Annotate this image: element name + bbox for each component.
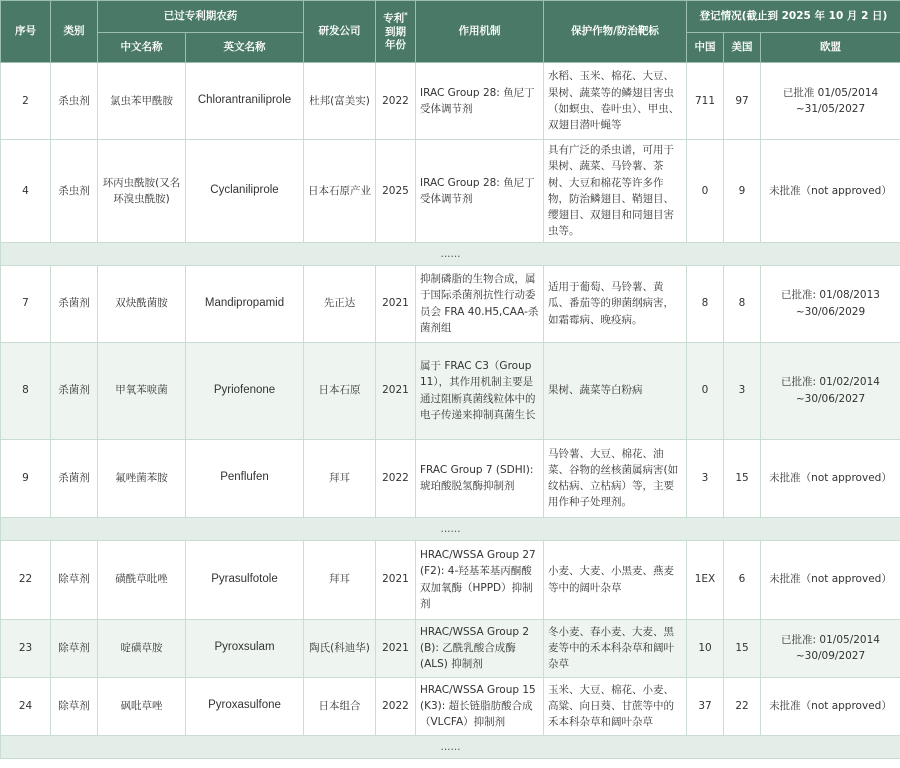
header-cn-name: 中文名称 <box>98 33 186 63</box>
row-en-name: Mandipropamid <box>186 265 304 342</box>
row-usa-count: 8 <box>724 265 761 342</box>
header-patent-line2: 到期 <box>385 25 406 38</box>
row-mechanism: 抑制磷脂的生物合成，属于国际杀菌剂抗性行动委员会 FRA 40.H5,CAA-杀菌剂组 <box>416 265 544 342</box>
row-mechanism: HRAC/WSSA Group 15 (K3): 超长链脂肪酸合成（VLCFA）抑制剂 <box>416 677 544 735</box>
row-eu-status: 未批准（not approved） <box>761 540 900 619</box>
row-number: 2 <box>1 63 51 140</box>
row-eu-status: 已批准: 01/02/2014 ~30/06/2027 <box>761 342 900 439</box>
row-crops: 马铃薯、大豆、棉花、油菜、谷物的丝核菌属病害(如纹枯病、立枯病）等，主要用作种子处理剂。 <box>544 439 687 517</box>
ellipsis-row <box>1 735 900 758</box>
row-en-name: Pyriofenone <box>186 342 304 439</box>
row-usa-count: 9 <box>724 140 761 243</box>
row-crops: 适用于葡萄、马铃薯、黄瓜、番茄等的卵菌纲病害，如霜霉病、晚疫病。 <box>544 265 687 342</box>
row-en-name: Chlorantraniliprole <box>186 63 304 140</box>
row-cn-name: 磺酰草吡唑 <box>98 540 186 619</box>
row-patent-year: 2021 <box>376 265 416 342</box>
row-cn-name: 环丙虫酰胺(又名环溴虫酰胺) <box>98 140 186 243</box>
row-china-count: 711 <box>687 63 724 140</box>
row-usa-count: 15 <box>724 439 761 517</box>
header-en-name: 英文名称 <box>186 33 304 63</box>
table-row <box>1 540 900 619</box>
row-category: 杀菌剂 <box>51 342 98 439</box>
row-category: 杀虫剂 <box>51 140 98 243</box>
row-cn-name: 双炔酰菌胺 <box>98 265 186 342</box>
ellipsis-row <box>1 242 900 265</box>
row-cn-name: 啶磺草胺 <box>98 619 186 677</box>
row-eu-status: 未批准（not approved） <box>761 439 900 517</box>
row-crops: 具有广泛的杀虫谱，可用于果树、蔬菜、马铃薯、茶树、大豆和棉花等许多作物，防治鳞翅目、鞘翅目、缨翅目、双翅目和同翅目害虫等。 <box>544 140 687 243</box>
header-group-pesticide-label: 已过专利期农药 <box>163 9 238 22</box>
row-usa-count: 6 <box>724 540 761 619</box>
row-china-count: 0 <box>687 140 724 243</box>
header-patent-line1: 专利 <box>383 12 405 25</box>
table-row <box>1 342 900 439</box>
ellipsis-row <box>1 517 900 540</box>
table-row <box>1 439 900 517</box>
row-category: 除草剂 <box>51 677 98 735</box>
header-china: 中国 <box>687 33 724 63</box>
row-crops: 果树、蔬菜等白粉病 <box>544 342 687 439</box>
row-category: 除草剂 <box>51 540 98 619</box>
row-en-name: Pyroxsulam <box>186 619 304 677</box>
row-number: 24 <box>1 677 51 735</box>
row-china-count: 3 <box>687 439 724 517</box>
row-company: 杜邦(富美实) <box>304 63 376 140</box>
row-en-name: Cyclaniliprole <box>186 140 304 243</box>
row-company: 陶氏(科迪华) <box>304 619 376 677</box>
header-crops: 保护作物/防治靶标 <box>544 1 687 63</box>
row-patent-year: 2022 <box>376 677 416 735</box>
ellipsis-text: ...... <box>1 517 900 540</box>
header-usa: 美国 <box>724 33 761 63</box>
row-en-name: Pyroxasulfone <box>186 677 304 735</box>
row-cn-name: 甲氧苯唳菌 <box>98 342 186 439</box>
row-crops: 冬小麦、春小麦、大麦、黑麦等中的禾本科杂草和阔叶杂草 <box>544 619 687 677</box>
header-patent-line3: 年份 <box>385 38 406 51</box>
row-patent-year: 2021 <box>376 619 416 677</box>
row-company: 日本石原产业 <box>304 140 376 243</box>
ellipsis-text: ...... <box>1 735 900 758</box>
row-company: 先正达 <box>304 265 376 342</box>
row-company: 日本石原 <box>304 342 376 439</box>
row-patent-year: 2021 <box>376 540 416 619</box>
header-mechanism: 作用机制 <box>416 1 544 63</box>
row-china-count: 37 <box>687 677 724 735</box>
row-mechanism: HRAC/WSSA Group 27 (F2): 4-羟基苯基丙酮酸双加氧酶（HPPD）抑制剂 <box>416 540 544 619</box>
row-cn-name: 氟唑菌苯胺 <box>98 439 186 517</box>
row-crops: 玉米、大豆、棉花、小麦、高粱、向日葵、甘蔗等中的禾本科杂草和阔叶杂草 <box>544 677 687 735</box>
table-body <box>1 63 900 759</box>
header-group-registration: 登记情况(截止到 2025 年 10 月 2 日) <box>687 1 900 33</box>
row-eu-status: 已批准: 01/05/2014 ~30/09/2027 <box>761 619 900 677</box>
row-mechanism: IRAC Group 28: 鱼尼丁受体调节剂 <box>416 140 544 243</box>
row-number: 7 <box>1 265 51 342</box>
row-company: 拜耳 <box>304 439 376 517</box>
row-number: 23 <box>1 619 51 677</box>
row-mechanism: FRAC Group 7 (SDHI): 琥珀酸脱氢酶抑制剂 <box>416 439 544 517</box>
row-china-count: 0 <box>687 342 724 439</box>
row-eu-status: 未批准（not approved） <box>761 677 900 735</box>
row-patent-year: 2021 <box>376 342 416 439</box>
table-row <box>1 265 900 342</box>
row-category: 杀菌剂 <box>51 439 98 517</box>
row-number: 9 <box>1 439 51 517</box>
row-number: 4 <box>1 140 51 243</box>
row-usa-count: 3 <box>724 342 761 439</box>
row-category: 除草剂 <box>51 619 98 677</box>
table-row <box>1 140 900 243</box>
row-mechanism: HRAC/WSSA Group 2 (B): 乙酰乳酸合成酶(ALS) 抑制剂 <box>416 619 544 677</box>
table-row <box>1 619 900 677</box>
header-no: 序号 <box>1 1 51 63</box>
table-header <box>1 1 900 63</box>
row-category: 杀菌剂 <box>51 265 98 342</box>
row-china-count: 1EX <box>687 540 724 619</box>
row-usa-count: 97 <box>724 63 761 140</box>
row-category: 杀虫剂 <box>51 63 98 140</box>
row-en-name: Pyrasulfotole <box>186 540 304 619</box>
row-patent-year: 2022 <box>376 439 416 517</box>
row-mechanism: IRAC Group 28: 鱼尼丁受体调节剂 <box>416 63 544 140</box>
row-eu-status: 已批准: 01/08/2013 ~30/06/2029 <box>761 265 900 342</box>
header-eu: 欧盟 <box>761 33 900 63</box>
row-china-count: 8 <box>687 265 724 342</box>
row-en-name: Penflufen <box>186 439 304 517</box>
row-usa-count: 22 <box>724 677 761 735</box>
row-patent-year: 2025 <box>376 140 416 243</box>
row-company: 拜耳 <box>304 540 376 619</box>
row-china-count: 10 <box>687 619 724 677</box>
row-cn-name: 氯虫苯甲酰胺 <box>98 63 186 140</box>
row-number: 22 <box>1 540 51 619</box>
header-patent-year: 专利* 到期 年份 <box>376 1 416 63</box>
row-company: 日本组合 <box>304 677 376 735</box>
row-eu-status: 未批准（not approved） <box>761 140 900 243</box>
ellipsis-text: ...... <box>1 242 900 265</box>
row-usa-count: 15 <box>724 619 761 677</box>
header-company: 研发公司 <box>304 1 376 63</box>
header-group-pesticide <box>98 1 304 33</box>
row-crops: 水稻、玉米、棉花、大豆、果树、蔬菜等的鳞翅目害虫（如螟虫、卷叶虫）、甲虫、双翅目潜叶蝇等 <box>544 63 687 140</box>
table-row <box>1 677 900 735</box>
row-cn-name: 砜吡草唑 <box>98 677 186 735</box>
header-category: 类别 <box>51 1 98 63</box>
row-number: 8 <box>1 342 51 439</box>
row-eu-status: 已批准 01/05/2014 ~31/05/2027 <box>761 63 900 140</box>
table-row <box>1 63 900 140</box>
row-mechanism: 属于 FRAC C3（Group 11），其作用机制主要是通过阻断真菌线粒体中的电子传递来抑制真菌生长 <box>416 342 544 439</box>
row-crops: 小麦、大麦、小黑麦、燕麦等中的阔叶杂草 <box>544 540 687 619</box>
row-patent-year: 2022 <box>376 63 416 140</box>
